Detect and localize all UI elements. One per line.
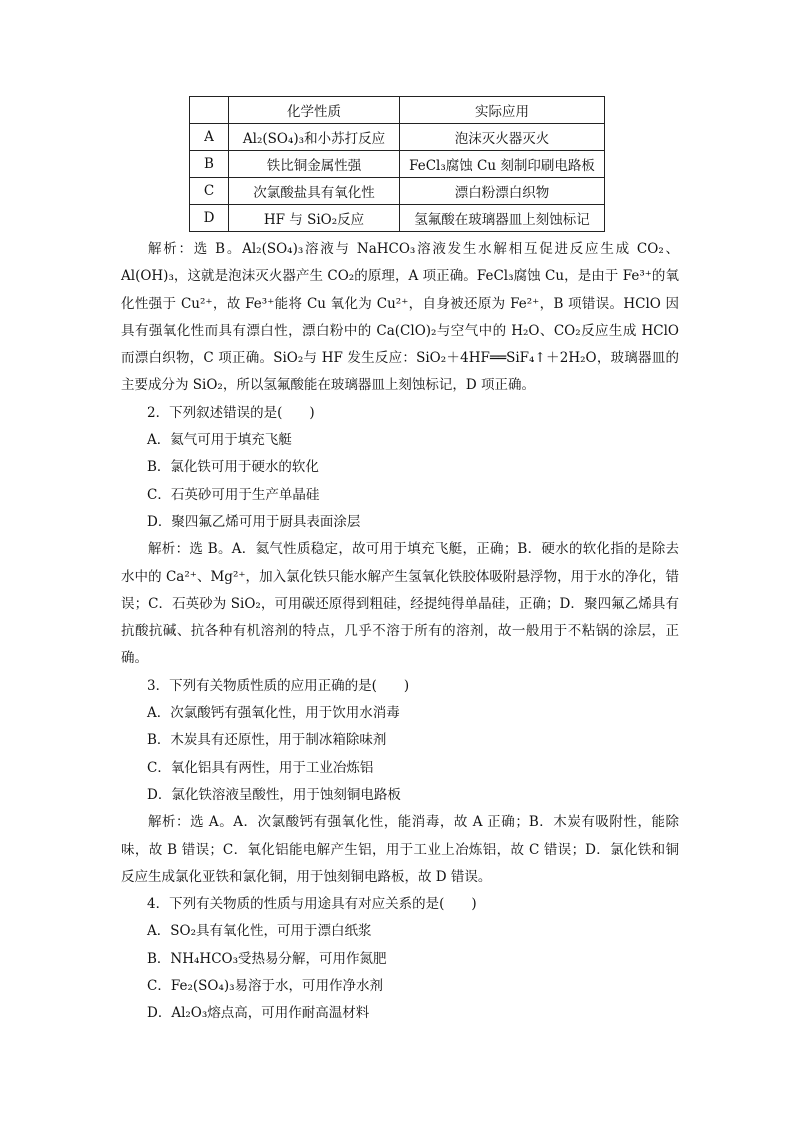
table-row — [190, 205, 605, 232]
question-4-option-b: B．NH₄HCO₃受热易分解，可用作氮肥 — [147, 950, 387, 967]
question-4-option-a: A．SO₂具有氧化性，可用于漂白纸浆 — [147, 923, 372, 940]
table-row — [190, 124, 605, 151]
chemical-property-cell: 铁比铜金属性强 — [229, 151, 400, 178]
table-row — [190, 178, 605, 205]
table-row — [190, 151, 605, 178]
analysis-q2: 解析：选 B。A．氦气性质稳定，故可用于填充飞艇，正确；B．硬水的软化指的是除去水中的 Ca²⁺、Mg²⁺，加入氯化铁只能水解产生氢氧化铁胶体吸附悬浮物，用于水的净化，错误；C．石英砂为 SiO₂，可用碳还原得到粗硅，经提纯得单晶硅，正确；D．聚四氟乙烯具有抗酸抗碱、抗各种有机溶剂的特点，几乎不溶于所有的溶剂，故一般用于不粘锅的涂层，正确。 — [121, 541, 679, 667]
options-table — [189, 96, 605, 232]
question-3-option-d: D．氯化铁溶液呈酸性，用于蚀刻铜电路板 — [147, 786, 401, 803]
row-label: C — [190, 178, 229, 205]
table-header-cell — [190, 97, 229, 124]
question-3-option-b: B．木炭具有还原性，用于制冰箱除味剂 — [147, 732, 387, 749]
table-header-cell: 实际应用 — [400, 97, 605, 124]
table-header-cell: 化学性质 — [229, 97, 400, 124]
question-2-option-d: D．聚四氟乙烯可用于厨具表面涂层 — [147, 513, 361, 530]
question-4-option-d: D．Al₂O₃熔点高，可用作耐高温材料 — [147, 1005, 370, 1022]
question-3-option-c: C．氧化铝具有两性，用于工业冶炼铝 — [147, 759, 374, 776]
question-2-option-b: B．氯化铁可用于硬水的软化 — [147, 459, 319, 476]
row-label: B — [190, 151, 229, 178]
question-4-stem: 4．下列有关物质的性质与用途具有对应关系的是( ) — [147, 896, 477, 913]
row-label: A — [190, 124, 229, 151]
application-cell: FeCl₃腐蚀 Cu 刻制印刷电路板 — [400, 151, 605, 178]
chemical-property-cell: HF 与 SiO₂反应 — [229, 205, 400, 232]
application-cell: 泡沫灭火器灭火 — [400, 124, 605, 151]
document-body — [121, 236, 679, 1028]
analysis-q3: 解析：选 A。A．次氯酸钙有强氧化性，能消毒，故 A 正确；B．木炭有吸附性，能除味，故 B 错误；C．氧化铝能电解产生铝，用于工业上冶炼铝，故 C 错误；D．氯化铁和铜反应生成氯化亚铁和氯化铜，用于蚀刻铜电路板，故 D 错误。 — [121, 814, 679, 885]
table-header-row — [190, 97, 605, 124]
application-cell: 漂白粉漂白织物 — [400, 178, 605, 205]
row-label: D — [190, 205, 229, 232]
question-3-stem: 3．下列有关物质性质的应用正确的是( ) — [147, 677, 410, 694]
chemical-property-cell: 次氯酸盐具有氧化性 — [229, 178, 400, 205]
application-cell: 氢氟酸在玻璃器皿上刻蚀标记 — [400, 205, 605, 232]
question-3-option-a: A．次氯酸钙有强氧化性，用于饮用水消毒 — [147, 705, 400, 722]
question-2-option-a: A．氦气可用于填充飞艇 — [147, 432, 292, 449]
question-2-option-c: C．石英砂可用于生产单晶硅 — [147, 486, 320, 503]
chemical-property-cell: Al₂(SO₄)₃和小苏打反应 — [229, 124, 400, 151]
question-4-option-c: C．Fe₂(SO₄)₃易溶于水，可用作净水剂 — [147, 978, 384, 995]
analysis-q1: 解析：选 B。Al₂(SO₄)₃溶液与 NaHCO₃溶液发生水解相互促进反应生成 CO₂、Al(OH)₃，这就是泡沫灭火器产生 CO₂的原理，A 项正确。FeCl₃腐蚀 Cu，是由于 Fe³⁺的氧化性强于 Cu²⁺，故 Fe³⁺能将 Cu 氧化为 Cu²⁺，自身被还原为 Fe²⁺，B 项错误。HClO 因具有强氧化性而具有漂白性，漂白粉中的 Ca(ClO)₂与空气中的 H₂O、CO₂反应生成 HClO 而漂白织物，C 项正确。SiO₂与 HF 发生反应：SiO₂＋4HF══SiF₄↑＋2H₂O，玻璃器皿的主要成分为 SiO₂，所以氢氟酸能在玻璃器皿上刻蚀标记，D 项正确。 — [121, 241, 679, 394]
question-2-stem: 2．下列叙述错误的是( ) — [147, 404, 315, 421]
